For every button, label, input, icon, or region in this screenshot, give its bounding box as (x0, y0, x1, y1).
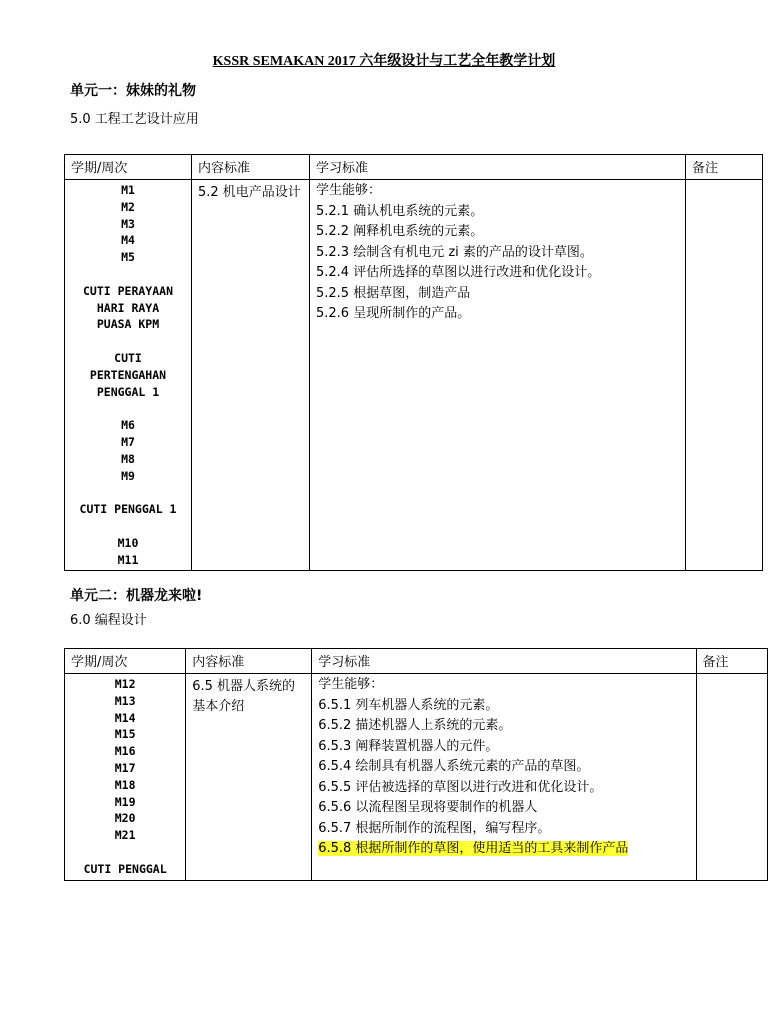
unit1-body-row (65, 180, 763, 571)
unit1-header-week: 学期/周次 (65, 155, 192, 180)
standards-intro: 学生能够： (318, 677, 384, 692)
week-spacer (67, 266, 189, 283)
unit2-header-week: 学期/周次 (65, 649, 186, 674)
week-entry: M13 (114, 693, 136, 708)
week-entry: M17 (114, 760, 136, 775)
unit2-content-standard: 6.5 机器人系统的基本介绍 (186, 674, 312, 881)
week-spacer (67, 518, 189, 535)
week-spacer (67, 484, 189, 501)
unit2-subheading: 6.0 编程设计 (70, 613, 147, 628)
unit2-header-learning: 学习标准 (312, 649, 696, 674)
unit2-table (64, 648, 768, 881)
week-entry: CUTI (114, 350, 142, 365)
week-spacer (67, 844, 183, 861)
unit2-body-row (65, 674, 768, 881)
learning-standard-item: 6.5.5 评估被选择的草图以进行改进和优化设计。 (318, 779, 603, 795)
week-entry: CUTI PENGGAL (83, 861, 167, 876)
week-entry: M21 (114, 828, 136, 843)
week-entry: CUTI PERAYAAN (82, 283, 173, 298)
learning-standard-item: 6.5.4 绘制具有机器人系统元素的产品的草图。 (318, 759, 590, 774)
highlighted-standard: 6.5.8 根据所制作的草图，使用适当的工具来制作产品 (318, 841, 629, 856)
unit2-header-content: 内容标准 (186, 649, 312, 674)
unit1-table (64, 154, 763, 571)
learning-standard-item: 5.2.4 评估所选择的草图以进行改进和优化设计。 (316, 265, 601, 280)
week-entry: PERTENGAHAN (89, 367, 167, 382)
unit2-weeks-cell (65, 674, 186, 881)
learning-standard-item: 6.5.1 列车机器人系统的元素。 (318, 697, 499, 713)
week-entry: M19 (114, 794, 136, 809)
week-entry: M10 (117, 535, 139, 550)
unit1-header-notes: 备注 (686, 155, 763, 180)
unit1-notes-cell (686, 180, 763, 571)
learning-standard-item: 5.2.1 确认机电系统的元素。 (316, 203, 484, 219)
week-entry: M4 (121, 233, 135, 248)
week-entry: HARI RAYA (96, 300, 160, 315)
learning-standard-item: 5.2.6 呈现所制作的产品。 (316, 306, 471, 321)
week-spacer (67, 333, 189, 350)
week-entry: M1 (121, 183, 135, 197)
learning-standard-item (318, 839, 689, 860)
week-entry: M20 (114, 811, 136, 826)
week-entry: M2 (121, 199, 135, 214)
week-entry: M8 (121, 451, 135, 466)
document-title: KSSR SEMAKAN 2017 六年级设计与工艺全年教学计划 (212, 54, 556, 69)
unit2-notes-cell (696, 674, 768, 881)
unit1-learning-standards (310, 180, 686, 571)
week-entry: M15 (114, 727, 136, 742)
unit2-heading: 单元二：机器龙来啦! (70, 588, 203, 604)
unit1-subheading: 5.0 工程工艺设计应用 (70, 112, 199, 127)
learning-standard-item: 6.5.3 阐释装置机器人的元件。 (318, 738, 499, 754)
week-entry: CUTI PENGGAL 1 (79, 502, 177, 517)
week-entry: M18 (114, 777, 136, 792)
unit1-weeks-cell (65, 180, 192, 571)
week-entry: PUASA KPM (96, 317, 160, 332)
week-entry: M16 (114, 744, 136, 759)
week-entry: M12 (114, 677, 136, 691)
week-entry: M5 (121, 250, 135, 265)
week-entry: M11 (117, 552, 139, 567)
unit2-header-notes: 备注 (696, 649, 768, 674)
week-entry: M6 (121, 418, 135, 433)
week-entry: PENGGAL 1 (96, 384, 160, 399)
standards-intro: 学生能够： (316, 183, 382, 198)
unit1-header-learning: 学习标准 (310, 155, 686, 180)
learning-standard-item: 6.5.2 描述机器人上系统的元素。 (318, 718, 512, 733)
learning-standard-item: 6.5.6 以流程图呈现将要制作的机器人 (318, 800, 538, 815)
unit1-header-row (65, 155, 763, 180)
learning-standard-item: 6.5.7 根据所制作的流程图，编写程序。 (318, 820, 551, 836)
week-entry: M14 (114, 710, 136, 725)
unit1-header-content: 内容标准 (192, 155, 310, 180)
learning-standard-item: 5.2.2 阐释机电系统的元素。 (316, 224, 484, 239)
unit1-content-standard: 5.2 机电产品设计 (192, 180, 310, 571)
unit1-heading: 单元一：妹妹的礼物 (70, 83, 196, 99)
week-entry: M3 (121, 216, 135, 231)
week-entry: M7 (121, 434, 135, 449)
learning-standard-item: 5.2.5 根据草图，制造产品 (316, 285, 471, 301)
learning-standard-item: 5.2.3 绘制含有机电元 zi 素的产品的设计草图。 (316, 244, 593, 260)
week-spacer (67, 400, 189, 417)
week-entry: M9 (121, 468, 135, 483)
unit2-header-row (65, 649, 768, 674)
unit2-learning-standards (312, 674, 696, 881)
